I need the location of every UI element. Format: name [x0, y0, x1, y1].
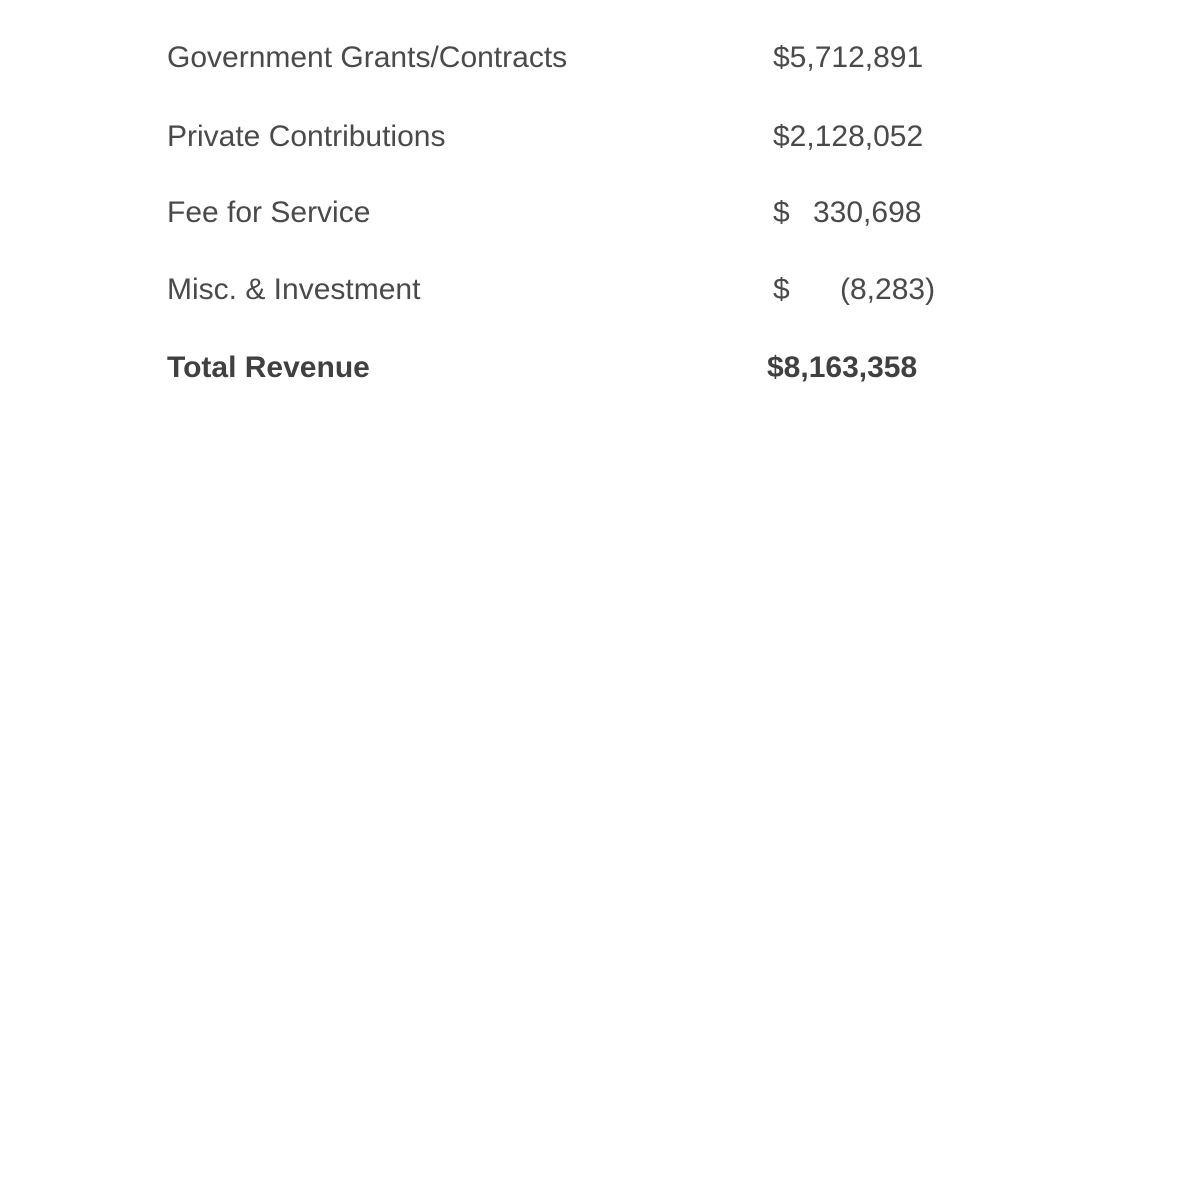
row-label: Misc. & Investment [167, 273, 421, 306]
total-label: Total Revenue [167, 351, 370, 384]
row-amount: 330,698 [813, 196, 922, 229]
row-label: Fee for Service [167, 196, 371, 229]
total-row [0, 346, 1200, 390]
row-label: Government Grants/Contracts [167, 41, 568, 74]
table-row [0, 268, 1200, 312]
row-label: Private Contributions [167, 120, 446, 153]
table-row [0, 115, 1200, 159]
table-row [0, 36, 1200, 80]
table-row [0, 191, 1200, 235]
row-amount: (8,283) [840, 273, 936, 306]
row-value: $2,128,052 [773, 120, 924, 153]
row-value: $5,712,891 [773, 41, 924, 74]
currency-symbol: $ [773, 273, 790, 306]
currency-symbol: $ [773, 196, 790, 229]
total-value: $8,163,358 [767, 351, 918, 384]
